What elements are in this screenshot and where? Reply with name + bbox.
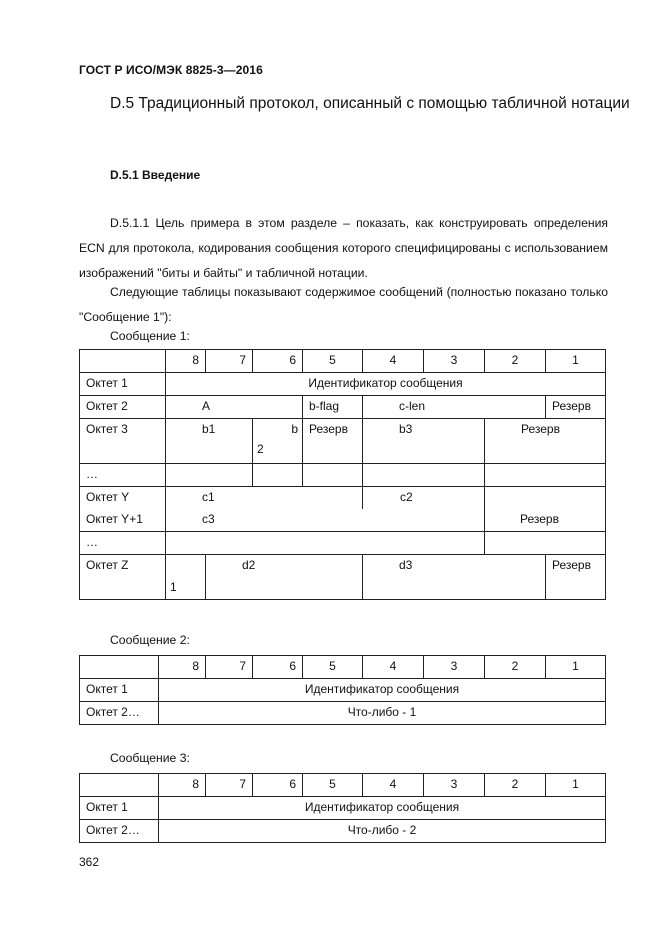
bit-4: 4 [363,350,424,373]
bit-3: 3 [424,774,485,797]
row-label: Октет 1 [80,373,166,396]
octet-y-fields [166,487,606,532]
empty-cell [363,464,485,487]
table-row [80,464,606,487]
field-b3: b3 [363,419,485,464]
table-row [80,396,606,419]
field-d1 [166,555,206,600]
bit-1: 1 [546,656,606,679]
table-row [80,679,606,702]
bit-2: 2 [485,350,546,373]
bit-4: 4 [363,656,424,679]
bit-header-row [80,656,606,679]
field-d2: d2 [206,555,363,600]
message-1-table [79,349,606,600]
empty-cell [166,464,253,487]
bit-1: 1 [546,774,606,797]
bit-5: 5 [303,656,363,679]
bit-4: 4 [363,774,424,797]
paragraph-1 [79,211,608,286]
divider-line [362,487,363,509]
message-2-caption: Сообщение 2: [110,633,190,647]
field-reserved: Резерв [485,419,606,464]
field-message-id: Идентификатор сообщения [159,797,606,820]
bit-header-row [80,774,606,797]
page-number: 362 [79,855,100,869]
empty-cell [485,532,606,555]
field-reserved: Резерв [303,419,363,464]
field-anything: Что-либо - 1 [159,702,606,725]
bit-2: 2 [485,656,546,679]
octet-y-inner [166,487,605,531]
bit-6: 6 [253,774,303,797]
bit-1: 1 [546,350,606,373]
bit-header-row [80,350,606,373]
bit-7: 7 [206,656,253,679]
row-label: Октет 2… [80,702,159,725]
field-b2 [253,419,303,464]
field-c-len: c-len [363,396,546,419]
row-label: Октет 2 [80,396,166,419]
field-b2-bottom: 2 [257,442,264,456]
row-label: … [80,532,166,555]
divider-line [484,487,485,531]
field-a: A [166,396,303,419]
row-label: Октет Z [80,555,166,600]
field-reserved: Резерв [546,396,606,419]
message-3-caption: Сообщение 3: [110,751,190,765]
row-label: Октет 2… [80,820,159,843]
bit-8: 8 [159,774,206,797]
table-row [80,532,606,555]
row-label: … [80,464,166,487]
field-d3: d3 [363,555,546,600]
message-3-table [79,773,606,843]
bit-8: 8 [166,350,206,373]
row-label: Октет 3 [80,419,166,464]
table-row [80,702,606,725]
empty-cell [303,464,363,487]
bit-5: 5 [303,774,363,797]
bit-3: 3 [424,350,485,373]
corner-cell [80,350,166,373]
table-row [80,820,606,843]
row-label: Октет 1 [80,679,159,702]
corner-cell [80,656,159,679]
subsection-title: D.5.1 Введение [110,168,201,182]
empty-cell [485,464,606,487]
field-c1: c1 [202,490,215,504]
table-row [80,419,606,464]
field-b1: b1 [166,419,253,464]
message-2-table [79,655,606,725]
field-reserved: Резерв [520,512,559,526]
field-message-id: Идентификатор сообщения [166,373,606,396]
field-b2-top: b [291,422,298,436]
empty-cell [166,532,485,555]
table-row [80,487,606,532]
bit-7: 7 [206,350,253,373]
field-reserved: Резерв [546,555,606,600]
field-c3: c3 [202,512,215,526]
section-title: D.5 Традиционный протокол, описанный с помощью табличной нотации [110,95,630,112]
table-row [80,555,606,600]
message-1-caption: Сообщение 1: [110,329,190,343]
table-row [80,373,606,396]
bit-2: 2 [485,774,546,797]
field-d1-top [166,555,205,577]
paragraph-2 [79,280,608,330]
bit-8: 8 [159,656,206,679]
bit-6: 6 [253,656,303,679]
bit-7: 7 [206,774,253,797]
bit-6: 6 [253,350,303,373]
field-d1-value: 1 [170,580,177,594]
field-b-flag: b-flag [303,396,363,419]
field-anything: Что-либо - 2 [159,820,606,843]
row-label: Октет Y+1 [86,512,143,526]
empty-cell [253,464,303,487]
table-row [80,797,606,820]
paragraph-1-text: D.5.1.1 Цель примера в этом разделе – показать, как конструировать определения ECN для протокола, кодирования сообщения которого специфицированы с использованием изображений "биты и байты" и табличной нотации. [79,216,608,280]
document-header: ГОСТ Р ИСО/МЭК 8825-3—2016 [79,63,263,77]
paragraph-2-text: Следующие таблицы показывают содержимое сообщений (полностью показано только "Сообщение 1"): [79,285,608,324]
corner-cell [80,774,159,797]
row-label: Октет Y [86,490,130,504]
row-label-group [80,487,166,532]
bit-5: 5 [303,350,363,373]
row-label: Октет 1 [80,797,159,820]
field-message-id: Идентификатор сообщения [159,679,606,702]
field-c2: c2 [400,490,413,504]
bit-3: 3 [424,656,485,679]
